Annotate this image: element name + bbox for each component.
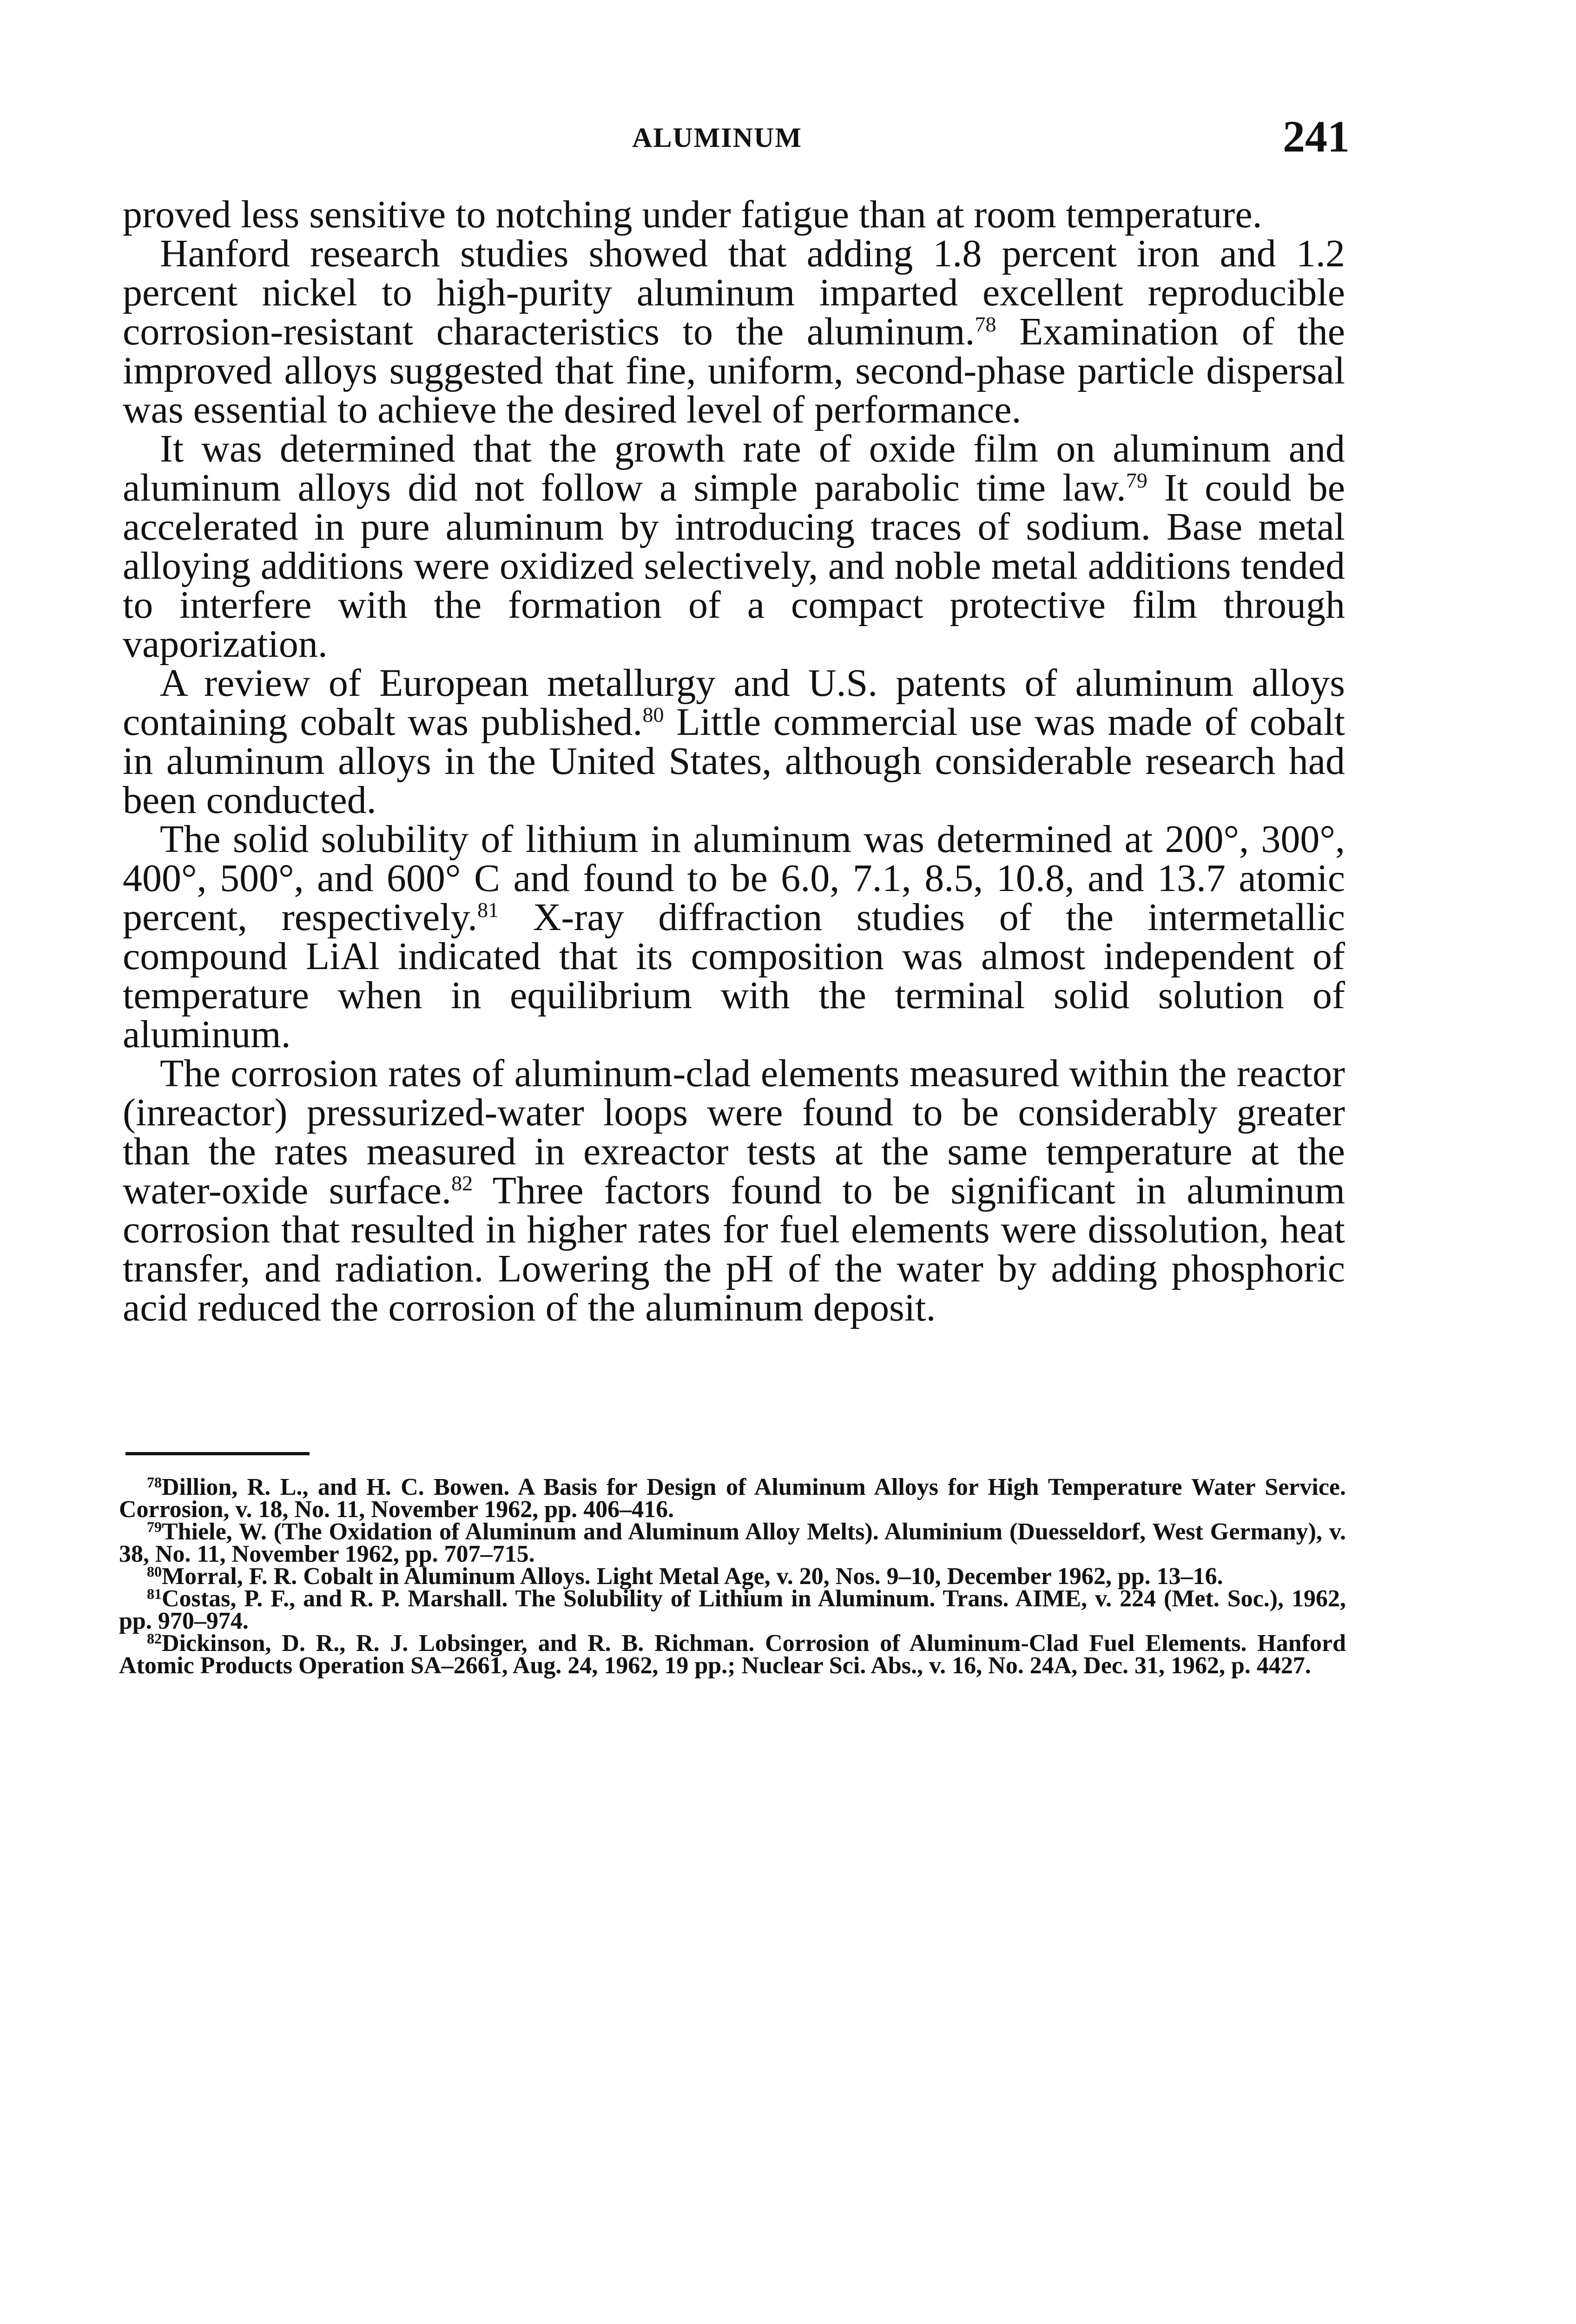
paragraph-4-text-b: Little commercial use was made of cobalt in aluminum alloys in the United States, although considerable research had been conducted. [123, 700, 1345, 822]
paragraph-6 [123, 1054, 1345, 1327]
paragraph-5-text-b: X-ray diffraction studies of the intermetallic compound LiAl indicated that its composition was almost independent of temperature when in equilibrium with the terminal solid solution of aluminum. [123, 896, 1345, 1056]
paragraph-3-text-b: It could be accelerated in pure aluminum by introducing traces of sodium. Base metal alloying additions were oxidized selectively, and noble metal additions tended to interfere with the formation of a compact protective film through vaporization. [123, 466, 1345, 666]
body-text [123, 195, 1345, 1327]
footnote [119, 1585, 1346, 1634]
footnote-text: Thiele, W. (The Oxidation of Aluminum and Aluminum Alloy Melts). Aluminium (Duesseldorf, West Germany), v. 38, No. 11, November 1962, pp. 707–715. [119, 1519, 1346, 1567]
paragraph-1-text: proved less sensitive to notching under fatigue than at room temperature. [123, 193, 1262, 236]
footnote-text: Morral, F. R. Cobalt in Aluminum Alloys. Light Metal Age, v. 20, Nos. 9–10, December 1962, pp. 13–16. [162, 1563, 1223, 1590]
footnote-divider [125, 1452, 310, 1455]
footnote-ref-79: 79 [1126, 469, 1147, 492]
footnote [119, 1476, 1346, 1521]
paragraph-1 [123, 195, 1345, 234]
paragraph-3 [123, 429, 1345, 664]
paragraph-2-text-a: Hanford research studies showed that adding 1.8 percent iron and 1.2 percent nickel to high-purity aluminum imparted excellent reproducible corrosion-resistant characteristics to the aluminum. [123, 232, 1345, 353]
page-number: 241 [1283, 112, 1350, 161]
paragraph-5-text-a: The solid solubility of lithium in aluminum was determined at 200°, 300°, 400°, 500°, and 600° C and found to be 6.0, 7.1, 8.5, 10.8, and 13.7 atomic percent, respectively. [123, 818, 1345, 939]
footnote-ref-81: 81 [477, 898, 499, 922]
paragraph-6-text-a: The corrosion rates of aluminum-clad elements measured within the reactor (inreactor) pressurized-water loops were found to be considerably greater than the rates measured in exreactor tests at the same temperature at the water-oxide surface. [123, 1052, 1345, 1212]
footnote-number: 78 [147, 1474, 162, 1491]
footnote-ref-78: 78 [975, 312, 996, 336]
footnote-number: 79 [147, 1519, 162, 1535]
paragraph-5 [123, 820, 1345, 1054]
paragraph-4 [123, 661, 1345, 822]
footnote [119, 1565, 1346, 1588]
footnote-text: Costas, P. F., and R. P. Marshall. The Solubility of Lithium in Aluminum. Trans. AIME, v. 224 (Met. Soc.), 1962, pp. 970–974. [119, 1585, 1346, 1634]
paragraph-2-text-b: Examination of the improved alloys suggested that fine, uniform, second-phase particle dispersal was essential to achieve the desired level of performance. [123, 310, 1345, 431]
running-head: ALUMINUM [632, 122, 802, 153]
footnote-number: 80 [147, 1563, 162, 1580]
footnote-number: 81 [147, 1585, 162, 1602]
paragraph-4-text-a: A review of European metallurgy and U.S. patents of aluminum alloys containing cobalt was published. [123, 661, 1345, 744]
footnote-ref-82: 82 [451, 1171, 473, 1195]
paragraph-2 [123, 234, 1345, 429]
footnote-text: Dickinson, D. R., R. J. Lobsinger, and R. B. Richman. Corrosion of Aluminum-Clad Fuel Elements. Hanford Atomic Products Operation SA–2661, Aug. 24, 1962, 19 pp.; Nuclear Sci. Abs., v. 16, No. 24A, Dec. 31, 1962, p. 4427. [119, 1630, 1346, 1679]
footnote [119, 1632, 1346, 1677]
paragraph-3-text-a: It was determined that the growth rate of oxide film on aluminum and aluminum alloys did not follow a simple parabolic time law. [123, 427, 1345, 509]
paragraph-6-text-b: Three factors found to be significant in aluminum corrosion that resulted in higher rates for fuel elements were dissolution, heat transfer, and radiation. Lowering the pH of the water by adding phosphoric acid reduced the corrosion of the aluminum deposit. [123, 1169, 1345, 1329]
footnote [119, 1521, 1346, 1565]
footnote-ref-80: 80 [642, 703, 664, 726]
footnotes [119, 1476, 1346, 1677]
footnote-number: 82 [147, 1630, 162, 1647]
footnote-text: Dillion, R. L., and H. C. Bowen. A Basis for Design of Aluminum Alloys for High Temperature Water Service. Corrosion, v. 18, No. 11, November 1962, pp. 406–416. [119, 1474, 1346, 1523]
